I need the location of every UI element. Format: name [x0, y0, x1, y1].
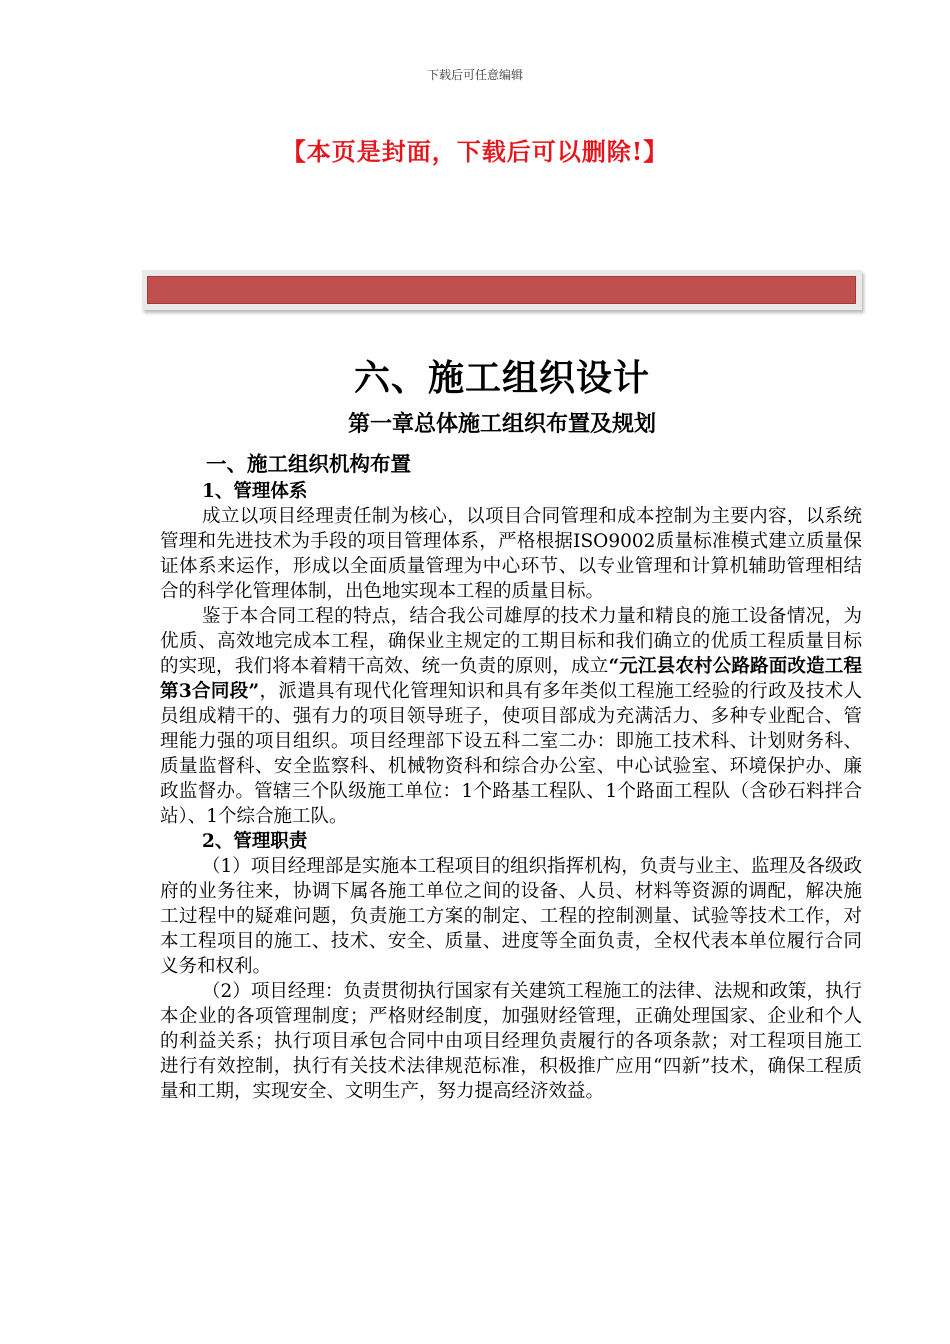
document-title: 六、施工组织设计: [353, 357, 650, 399]
decorative-banner-fill: [147, 276, 856, 304]
paragraph-organization: [160, 604, 862, 829]
subsection-heading-responsibilities: 2、管理职责: [202, 831, 308, 852]
project-name-highlight: “元江县农村公路路面改造工程第3合同段”: [160, 656, 862, 702]
paragraph-project-manager: （2）项目经理：负责贯彻执行国家有关建筑工程施工的法律、法规和政策，执行本企业的各项管理制度；严格财经制度，加强财经管理，正确处理国家、企业和个人的利益关系；执行项目承包合同中由项目经理负责履行的各项条款；对工程项目施工进行有效控制，执行有关技术法律规范标准，积极推广应用“四新”技术，确保工程质量和工期，实现安全、文明生产，努力提高经济效益。: [160, 981, 862, 1102]
paragraph-organization-text-1: 鉴于本合同工程的特点，结合我公司雄厚的技术力量和精良的施工设备情况，为优质、高效地完成本工程，确保业主规定的工期目标和我们确立的优质工程质量目标的实现，我们将本着精干高效、统一负责的原则，成立: [160, 606, 862, 677]
decorative-banner: [142, 270, 862, 310]
document-body: [160, 449, 862, 1104]
chapter-title: 第一章总体施工组织布置及规划: [347, 411, 656, 437]
paragraph-organization-text-2: ，派遣具有现代化管理知识和具有多年类似工程施工经验的行政及技术人员组成精干的、强有力的项目领导班子，使项目部成为充满活力、多种专业配合、管理能力强的项目组织。项目经理部下设五科二室二办：即施工技术科、计划财务科、质量监督科、安全监察科、机械物资科和综合办公室、中心试验室、环境保护办、廉政监督办。管辖三个队级施工单位：1个路基工程队、1个路面工程队（含砂石料拌合站）、1个综合施工队。: [160, 681, 862, 827]
section-heading: 一、施工组织机构布置: [206, 452, 411, 476]
subsection-heading-management-system: 1、管理体系: [202, 481, 308, 502]
header-note: 下载后可任意编辑: [426, 68, 523, 82]
paragraph-project-department: （1）项目经理部是实施本工程项目的组织指挥机构，负责与业主、监理及各级政府的业务往来，协调下属各施工单位之间的设备、人员、材料等资源的调配，解决施工过程中的疑难问题，负责施工方案的制定、工程的控制测量、试验等技术工作，对本工程项目的施工、技术、安全、质量、进度等全面负责，全权代表本单位履行合同义务和权利。: [160, 856, 862, 977]
cover-notice: 【本页是封面，下载后可以删除!】: [281, 137, 669, 166]
paragraph-management-system: 成立以项目经理责任制为核心，以项目合同管理和成本控制为主要内容，以系统管理和先进技术为手段的项目管理体系，严格根据ISO9002质量标准模式建立质量保证体系来运作，形成以全面质量管理为中心环节、以专业管理和计算机辅助管理相结合的科学化管理体制，出色地实现本工程的质量目标。: [160, 506, 862, 602]
